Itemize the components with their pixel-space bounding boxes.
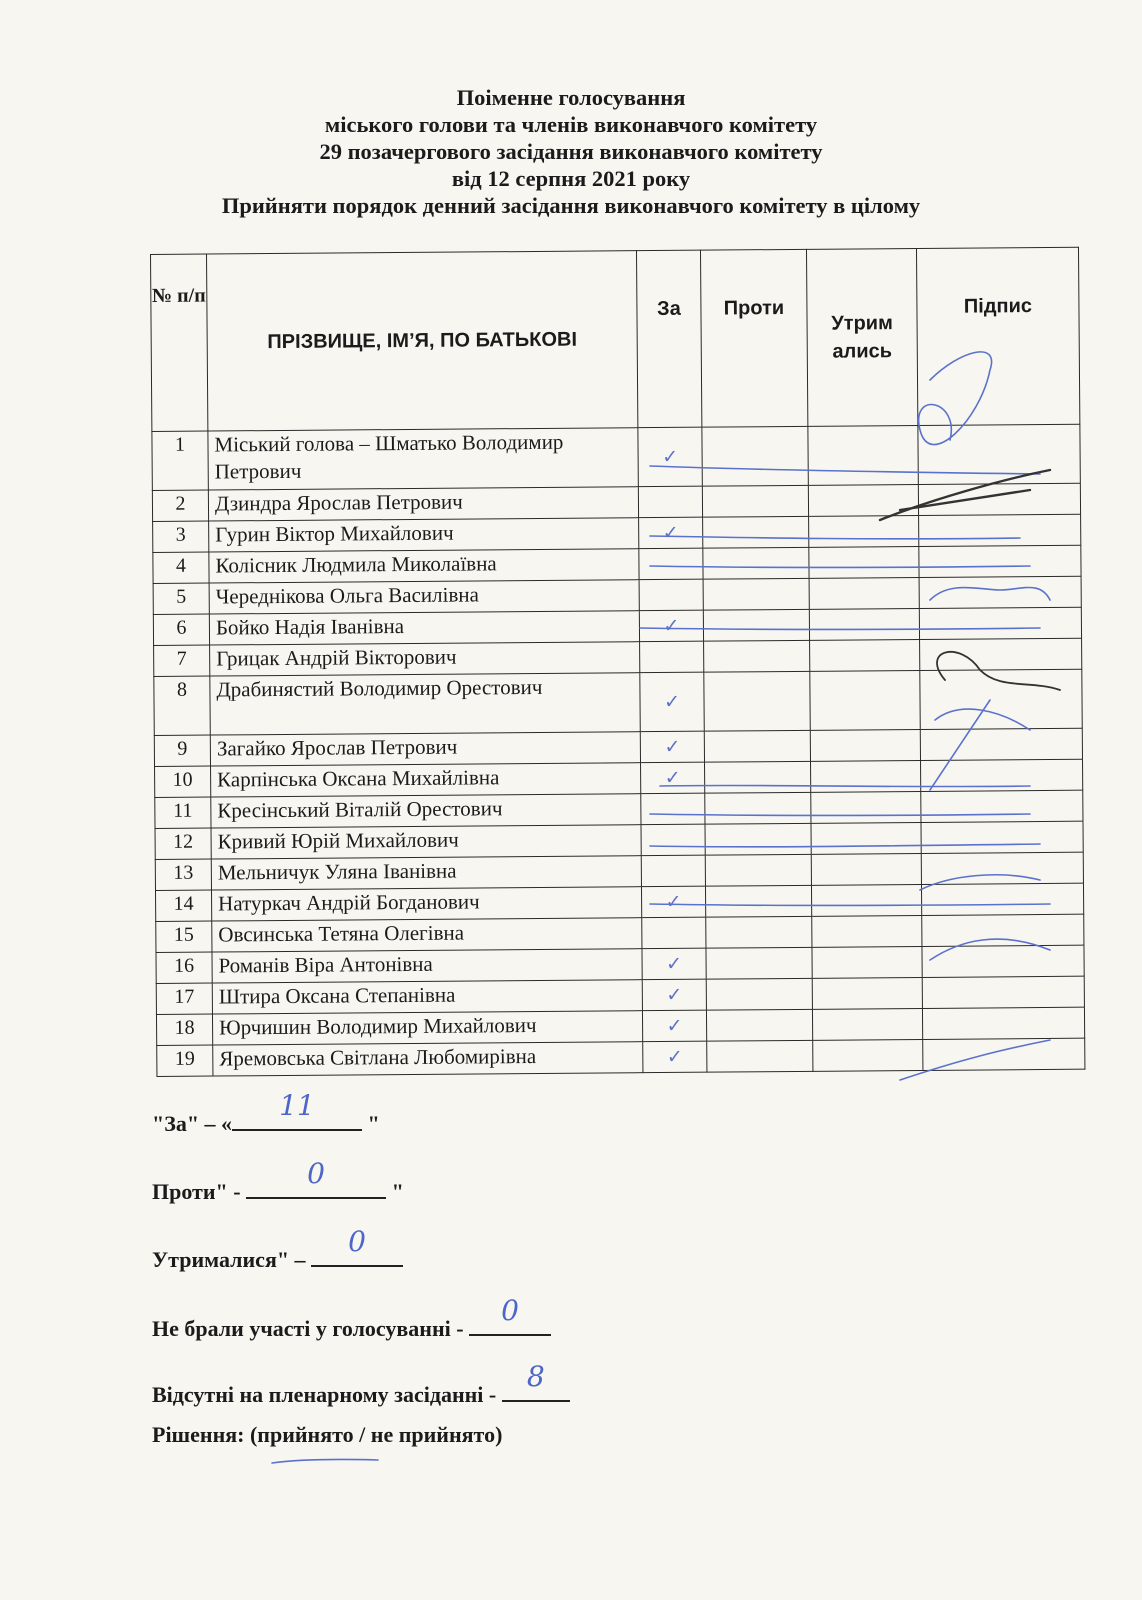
summary-against-label: Проти" - bbox=[152, 1179, 247, 1204]
row-signature bbox=[920, 669, 1082, 729]
row-against bbox=[705, 885, 811, 917]
row-abstained bbox=[811, 853, 921, 885]
row-number: 3 bbox=[153, 521, 209, 552]
summary-decision-label: Рішення: (прийнято / не прийнято) bbox=[152, 1422, 503, 1447]
summary-absent-label: Відсутні на пленарному засіданні - bbox=[152, 1382, 502, 1407]
checkmark-icon: ✓ bbox=[663, 690, 681, 713]
row-number: 13 bbox=[155, 859, 211, 890]
row-against bbox=[705, 854, 811, 886]
row-against bbox=[702, 485, 808, 517]
col-header-abstained: Утрим ались bbox=[806, 248, 917, 426]
row-for-mark bbox=[640, 641, 704, 673]
row-for-mark bbox=[641, 886, 705, 918]
row-against bbox=[706, 1009, 812, 1041]
row-against bbox=[706, 978, 812, 1010]
row-name: Мельничук Уляна Іванівна bbox=[211, 856, 641, 890]
row-abstained bbox=[813, 1039, 923, 1071]
row-signature bbox=[921, 852, 1083, 884]
row-signature bbox=[921, 883, 1083, 915]
row-against bbox=[703, 578, 809, 610]
summary-abstained-blank bbox=[311, 1225, 403, 1267]
row-against bbox=[705, 823, 811, 855]
row-for-mark bbox=[641, 824, 705, 856]
row-for-mark bbox=[638, 486, 702, 518]
col-header-name: ПРІЗВИЩЕ, ІМ’Я, ПО БАТЬКОВІ bbox=[207, 251, 638, 431]
row-signature bbox=[919, 514, 1081, 546]
row-for-mark bbox=[639, 517, 703, 549]
row-for-mark bbox=[642, 1010, 706, 1042]
row-signature bbox=[923, 1038, 1085, 1070]
row-name: Грицак Андрій Вікторович bbox=[210, 642, 640, 676]
row-signature bbox=[922, 914, 1084, 946]
summary-not-voted-value: 0 bbox=[501, 1294, 519, 1327]
row-abstained bbox=[812, 977, 922, 1009]
row-number: 7 bbox=[154, 645, 210, 676]
row-abstained bbox=[811, 884, 921, 916]
heading-line-4: від 12 серпня 2021 року bbox=[451, 166, 691, 191]
row-abstained bbox=[811, 822, 921, 854]
row-for-mark bbox=[640, 731, 704, 763]
summary-for bbox=[152, 1089, 380, 1137]
row-name: Натуркач Андрій Богданович bbox=[211, 887, 641, 921]
row-number: 8 bbox=[154, 676, 210, 735]
summary-for-value: 11 bbox=[279, 1089, 315, 1122]
row-against bbox=[704, 671, 810, 731]
row-name: Кривий Юрій Михайлович bbox=[211, 825, 641, 859]
row-for-mark bbox=[642, 917, 706, 949]
summary-for-label: "За" – « bbox=[152, 1111, 233, 1136]
row-number: 15 bbox=[156, 921, 212, 952]
row-name: Овсинська Тетяна Олегівна bbox=[212, 918, 642, 952]
table-row bbox=[152, 424, 1080, 490]
row-number: 16 bbox=[156, 952, 212, 983]
row-number: 5 bbox=[153, 583, 209, 614]
row-against bbox=[703, 516, 809, 548]
row-name: Дзиндра Ярослав Петрович bbox=[208, 487, 638, 521]
row-for-mark bbox=[639, 579, 703, 611]
table-row bbox=[157, 1038, 1085, 1076]
row-for-mark bbox=[641, 793, 705, 825]
row-number: 6 bbox=[153, 614, 209, 645]
row-signature bbox=[920, 638, 1082, 670]
checkmark-icon: ✓ bbox=[664, 735, 681, 758]
checkmark-icon: ✓ bbox=[662, 445, 679, 468]
row-number: 18 bbox=[156, 1014, 212, 1045]
row-number: 10 bbox=[155, 766, 211, 797]
table-row bbox=[154, 669, 1082, 735]
row-signature bbox=[918, 424, 1080, 484]
summary-against-blank bbox=[246, 1157, 386, 1199]
row-name: Юрчишин Володимир Михайлович bbox=[212, 1011, 642, 1045]
summary-for-blank bbox=[232, 1089, 362, 1131]
summary-abstained bbox=[152, 1225, 403, 1273]
row-name: Карпінська Оксана Михайлівна bbox=[211, 763, 641, 797]
checkmark-icon: ✓ bbox=[666, 983, 683, 1006]
row-name: Колісник Людмила Миколаївна bbox=[209, 549, 639, 583]
row-against bbox=[706, 916, 812, 948]
summary-abstained-label: Утрималися" – bbox=[152, 1247, 312, 1272]
row-name: Череднікова Ольга Василівна bbox=[209, 580, 639, 614]
row-against bbox=[704, 640, 810, 672]
row-abstained bbox=[809, 546, 919, 578]
checkmark-icon: ✓ bbox=[666, 952, 683, 975]
row-for-mark bbox=[641, 855, 705, 887]
row-against bbox=[707, 1040, 813, 1072]
row-signature bbox=[919, 576, 1081, 608]
row-abstained bbox=[809, 608, 919, 640]
row-name: Кресінський Віталій Орестович bbox=[211, 794, 641, 828]
row-abstained bbox=[809, 577, 919, 609]
row-signature bbox=[919, 545, 1081, 577]
summary-not-voted-label: Не брали участі у голосуванні - bbox=[152, 1316, 470, 1341]
summary-against bbox=[152, 1157, 404, 1205]
row-signature bbox=[921, 790, 1083, 822]
row-signature bbox=[918, 483, 1080, 515]
table-header-row bbox=[151, 247, 1080, 431]
document-heading bbox=[0, 84, 1142, 219]
checkmark-icon: ✓ bbox=[662, 521, 679, 544]
checkmark-icon: ✓ bbox=[666, 1045, 683, 1068]
row-name: Яремовська Світлана Любомирівна bbox=[213, 1042, 643, 1076]
summary-not-voted bbox=[152, 1294, 551, 1342]
heading-line-3: 29 позачергового засідання виконавчого комітету bbox=[319, 139, 823, 164]
summary-absent-value: 8 bbox=[526, 1360, 545, 1393]
row-against bbox=[705, 792, 811, 824]
row-against bbox=[705, 761, 811, 793]
row-number: 12 bbox=[155, 828, 211, 859]
summary-against-value: 0 bbox=[307, 1157, 325, 1190]
row-abstained bbox=[808, 484, 918, 516]
row-name: Драбинястий Володимир Орестович bbox=[210, 673, 640, 735]
row-against bbox=[706, 947, 812, 979]
row-signature bbox=[920, 728, 1082, 760]
row-abstained bbox=[811, 760, 921, 792]
row-for-mark bbox=[642, 979, 706, 1011]
checkmark-icon: ✓ bbox=[664, 766, 681, 789]
row-name: Романів Віра Антонівна bbox=[212, 949, 642, 983]
row-name: Бойко Надія Іванівна bbox=[209, 611, 639, 645]
row-against bbox=[703, 609, 809, 641]
row-for-mark bbox=[642, 948, 706, 980]
row-for-mark bbox=[638, 427, 702, 487]
row-abstained bbox=[812, 946, 922, 978]
row-against bbox=[703, 547, 809, 579]
summary-for-close: " bbox=[362, 1111, 380, 1136]
summary-decision bbox=[152, 1422, 502, 1448]
col-header-signature: Підпис bbox=[916, 247, 1079, 425]
row-name: Штира Оксана Степанівна bbox=[212, 980, 642, 1014]
row-abstained bbox=[812, 915, 922, 947]
row-name: Загайко Ярослав Петрович bbox=[210, 732, 640, 766]
row-for-mark bbox=[641, 762, 705, 794]
row-number: 1 bbox=[152, 431, 208, 490]
row-abstained bbox=[810, 729, 920, 761]
row-abstained bbox=[811, 791, 921, 823]
heading-line-2: міського голови та членів виконавчого комітету bbox=[324, 112, 818, 137]
row-for-mark bbox=[643, 1041, 707, 1073]
row-signature bbox=[922, 1007, 1084, 1039]
row-for-mark bbox=[639, 548, 703, 580]
row-name: Міський голова – Шматько Володимир Петрович bbox=[208, 428, 638, 490]
row-abstained bbox=[808, 425, 918, 485]
row-number: 2 bbox=[152, 490, 208, 521]
checkmark-icon: ✓ bbox=[663, 614, 680, 637]
summary-abstained-value: 0 bbox=[348, 1225, 366, 1258]
row-abstained bbox=[810, 670, 920, 730]
checkmark-icon: ✓ bbox=[665, 890, 682, 913]
col-header-number: № п/п bbox=[151, 254, 208, 431]
summary-not-voted-blank bbox=[469, 1294, 551, 1336]
row-abstained bbox=[809, 515, 919, 547]
row-number: 17 bbox=[156, 983, 212, 1014]
row-number: 14 bbox=[155, 890, 211, 921]
col-header-against: Проти bbox=[700, 249, 807, 427]
summary-against-close: " bbox=[386, 1179, 404, 1204]
row-signature bbox=[919, 607, 1081, 639]
heading-line-1: Поіменне голосування bbox=[456, 85, 686, 110]
row-number: 11 bbox=[155, 797, 211, 828]
row-signature bbox=[921, 821, 1083, 853]
row-abstained bbox=[810, 639, 920, 671]
summary-absent-blank bbox=[502, 1360, 570, 1402]
row-number: 4 bbox=[153, 552, 209, 583]
summary-absent bbox=[152, 1360, 570, 1408]
row-abstained bbox=[812, 1008, 922, 1040]
row-number: 19 bbox=[157, 1045, 213, 1076]
row-name: Гурин Віктор Михайлович bbox=[209, 518, 639, 552]
row-against bbox=[704, 730, 810, 762]
row-number: 9 bbox=[154, 735, 210, 766]
col-header-for: За bbox=[636, 250, 701, 427]
row-for-mark bbox=[640, 672, 704, 732]
row-signature bbox=[922, 945, 1084, 977]
heading-line-5: Прийняти порядок денний засідання виконавчого комітету в цілому bbox=[221, 193, 921, 218]
voting-table bbox=[150, 247, 1085, 1077]
row-for-mark bbox=[639, 610, 703, 642]
row-signature bbox=[922, 976, 1084, 1008]
row-signature bbox=[921, 759, 1083, 791]
checkmark-icon: ✓ bbox=[666, 1014, 683, 1037]
row-against bbox=[702, 426, 808, 486]
